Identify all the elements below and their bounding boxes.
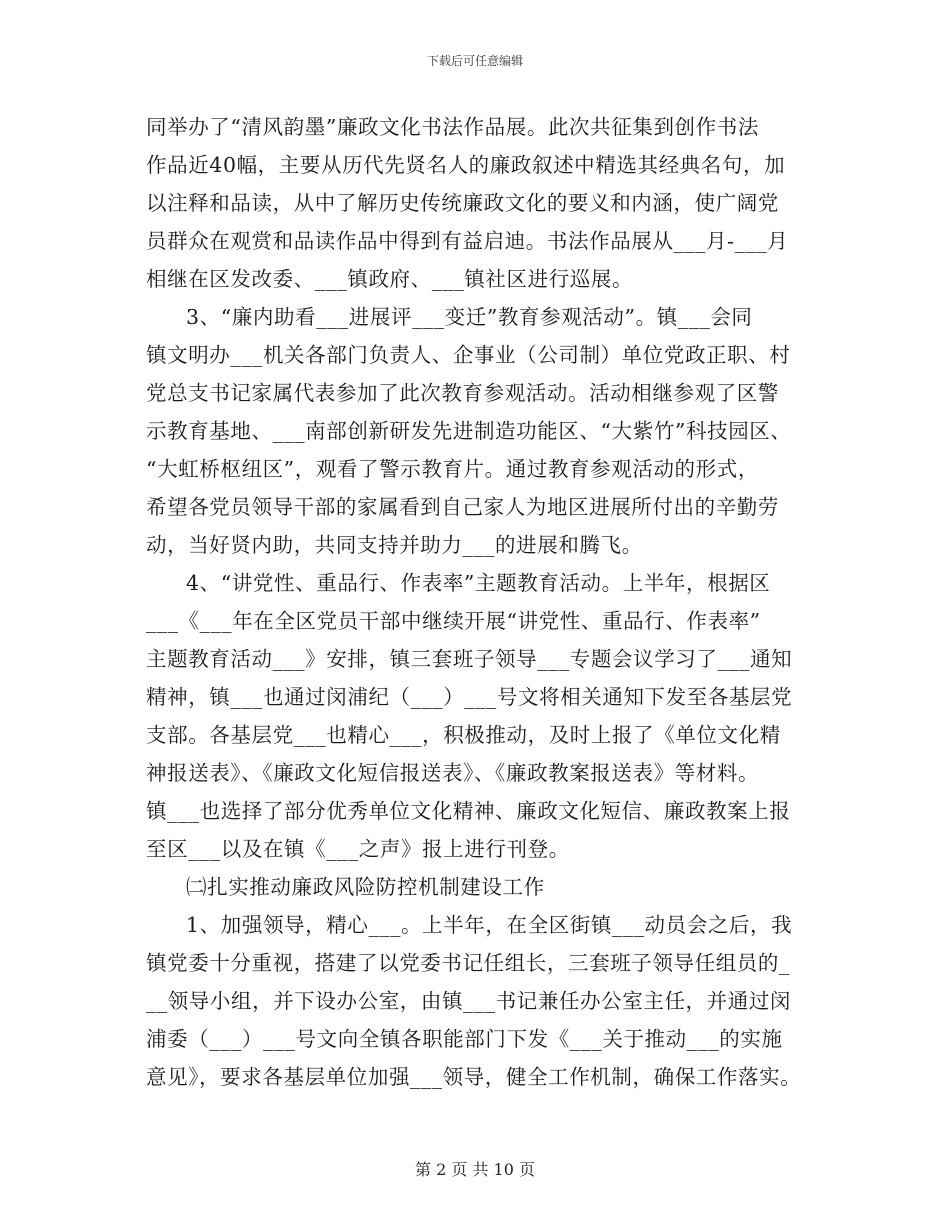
text-line: 示教育基地、___南部创新研发先进制造功能区、“大紫竹”科技园区、 (146, 419, 792, 443)
text-line: __领导小组，并下设办公室，由镇___书记兼任办公室主任，并通过闵 (146, 989, 792, 1013)
text-line: 主题教育活动___》安排，镇三套班子领导___专题会议学习了___通知 (146, 647, 793, 671)
text-line: 员群众在观赏和品读作品中得到有益启迪。书法作品展从___月-___月 (146, 229, 789, 253)
text-line: 镇党委十分重视，搭建了以党委书记任组长，三套班子领导任组员的_ (146, 951, 790, 975)
text-line: 党总支书记家属代表参加了此次教育参观活动。活动相继参观了区警 (146, 381, 779, 405)
text-line: 至区___以及在镇《___之声》报上进行刊登。 (146, 837, 570, 861)
text-line: 动，当好贤内助，共同支持并助力___的进展和腾飞。 (146, 533, 643, 557)
text-line: 镇文明办___机关各部门负责人、企事业（公司制）单位党政正职、村 (146, 343, 791, 367)
text-line: 意见》，要求各基层单位加强___领导，健全工作机制，确保工作落实。 (146, 1065, 802, 1089)
page-header: 下载后可任意编辑 (426, 54, 523, 68)
section-heading: ㈡扎实推动廉政风险防控机制建设工作 (186, 875, 545, 899)
page-footer: 第 2 页 共 10 页 (415, 1160, 535, 1179)
text-line: 同举办了“清风韵墨”廉政文化书法作品展。此次共征集到创作书法 (146, 115, 759, 139)
text-line: ___《___年在全区党员干部中继续开展“讲党性、重品行、作表率” (146, 609, 761, 633)
text-line: 1、加强领导，精心___。上半年，在全区街镇___动员会之后，我 (186, 913, 793, 937)
text-line: 神报送表》、《廉政文化短信报送表》、《廉政教案报送表》等材料。 (146, 761, 760, 785)
text-line: “大虹桥枢纽区”，观看了警示教育片。通过教育参观活动的形式， (146, 457, 759, 481)
text-line: 希望各党员领导干部的家属看到自己家人为地区进展所付出的辛勤劳 (146, 495, 779, 519)
text-line: 精神，镇___也通过闵浦纪（___）___号文将相关通知下发至各基层党 (146, 685, 793, 709)
text-line: 以注释和品读，从中了解历史传统廉政文化的要义和内涵，使广阔党 (146, 191, 779, 215)
text-line: 支部。各基层党___也精心___，积极推动，及时上报了《单位文化精 (146, 723, 781, 747)
text-line: 镇___也选择了部分优秀单位文化精神、廉政文化短信、廉政教案上报 (146, 799, 791, 823)
text-line: 相继在区发改委、___镇政府、___镇社区进行巡展。 (146, 267, 634, 291)
text-line: 3、“廉内助看___进展评___变迁”教育参观活动”。镇___会同 (186, 305, 753, 329)
text-line: 4、“讲党性、重品行、作表率”主题教育活动。上半年，根据区 (186, 571, 771, 595)
text-line: 作品近40幅，主要从历代先贤名人的廉政叙述中精选其经典名句，加 (146, 153, 786, 177)
text-line: 浦委（___）___号文向全镇各职能部门下发《___关于推动___的实施 (146, 1027, 783, 1051)
